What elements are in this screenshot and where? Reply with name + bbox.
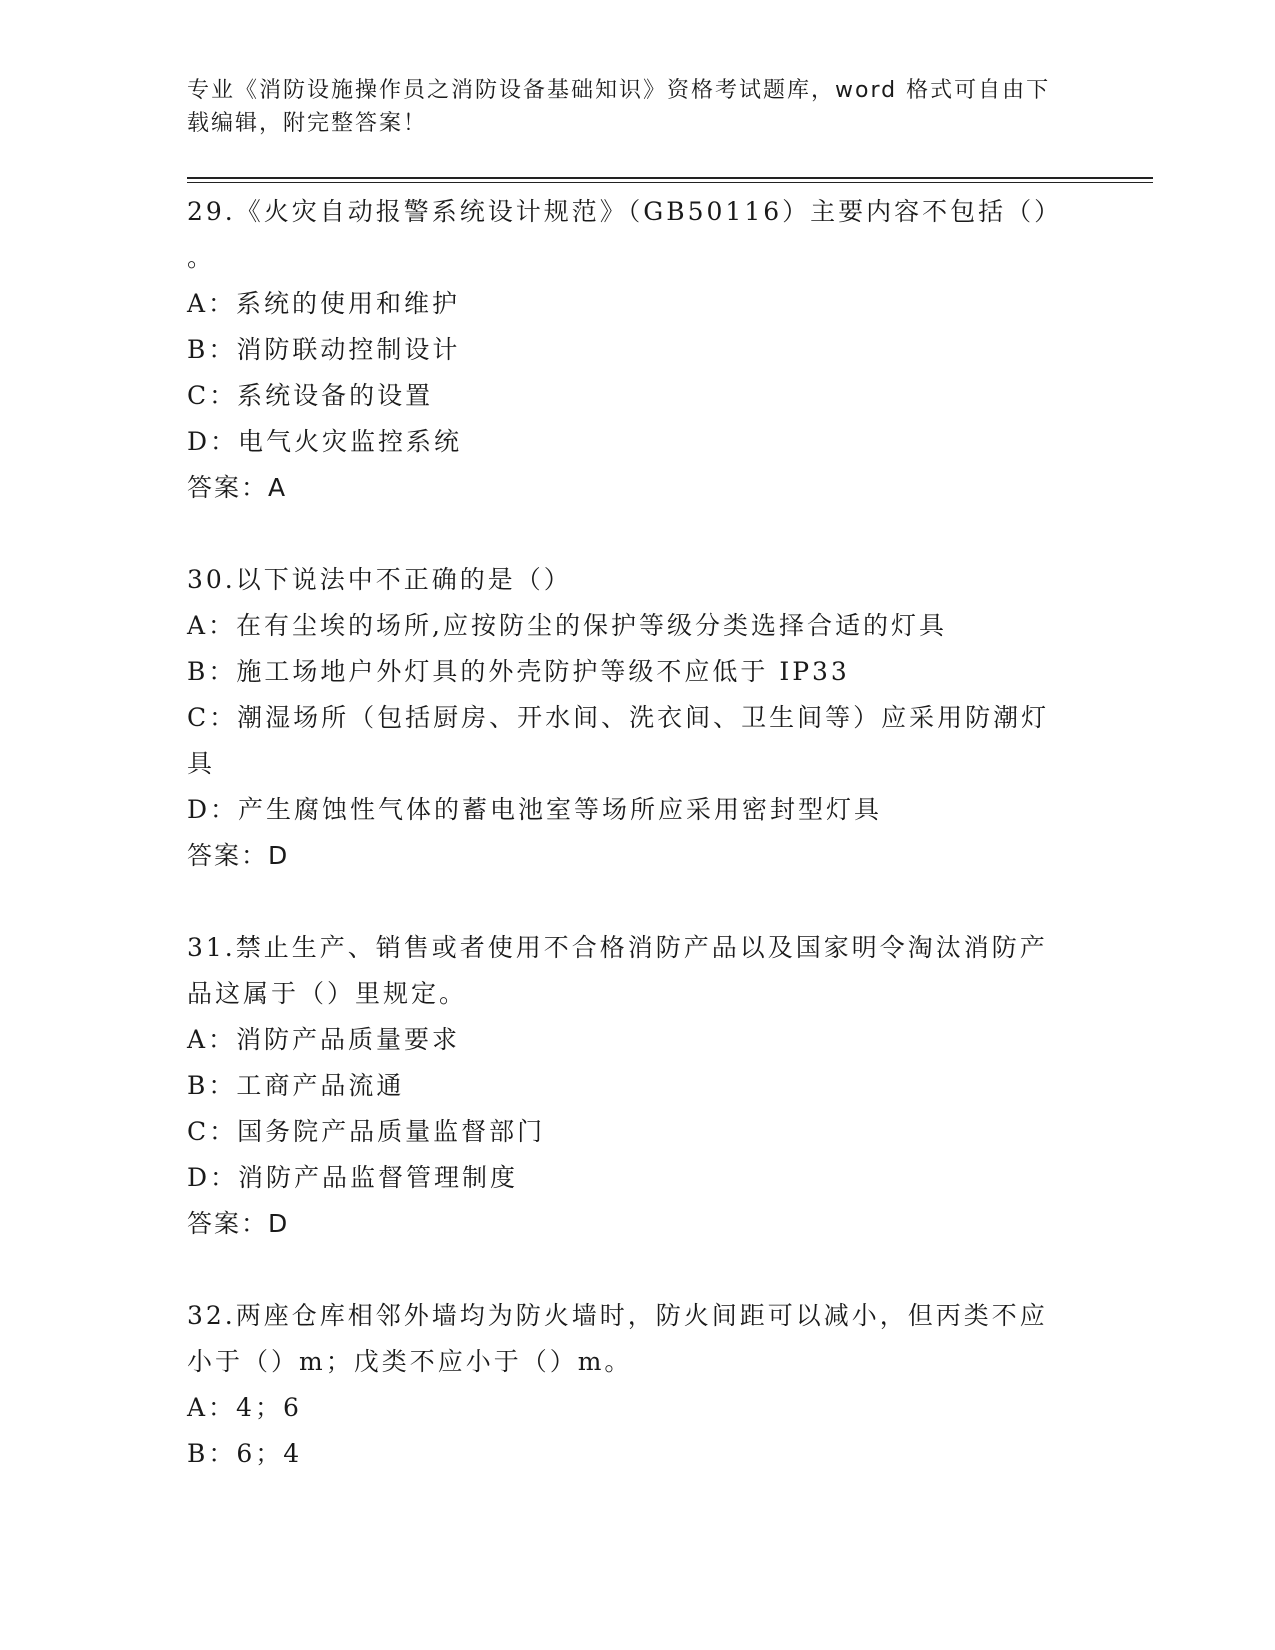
option-b: B：施工场地户外灯具的外壳防护等级不应低于 IP33 [187, 657, 850, 686]
document-header [187, 74, 1067, 140]
question-list [187, 189, 1087, 1477]
option-c: C：系统设备的设置 [187, 381, 434, 410]
option-b: B：6；4 [187, 1439, 303, 1468]
option-d: D：电气火灾监控系统 [187, 427, 463, 456]
question-stem-continued: 小于（）m；戊类不应小于（）m。 [187, 1347, 633, 1376]
header-line-1: 专业《消防设施操作员之消防设备基础知识》资格考试题库，word 格式可自由下 [187, 78, 1051, 103]
header-divider-thin [187, 182, 1153, 183]
option-d: D：消防产品监督管理制度 [187, 1163, 519, 1192]
header-line-2: 载编辑，附完整答案！ [187, 111, 428, 136]
option-c: C：潮湿场所（包括厨房、开水间、洗衣间、卫生间等）应采用防潮灯 [187, 703, 1050, 732]
question-32 [187, 1293, 1087, 1477]
question-stem: 31.禁止生产、销售或者使用不合格消防产品以及国家明令淘汰消防产 [187, 933, 1048, 962]
option-a: A：在有尘埃的场所,应按防尘的保护等级分类选择合适的灯具 [187, 611, 948, 640]
question-stem: 30.以下说法中不正确的是（） [187, 565, 572, 594]
option-d: D：产生腐蚀性气体的蓄电池室等场所应采用密封型灯具 [187, 795, 883, 824]
answer-label: 答案：D [187, 1209, 290, 1238]
question-29 [187, 189, 1087, 511]
question-stem: 29.《火灾自动报警系统设计规范》（GB50116）主要内容不包括（） [187, 197, 1063, 226]
question-stem: 32.两座仓库相邻外墙均为防火墙时，防火间距可以减小，但丙类不应 [187, 1301, 1048, 1330]
question-31 [187, 925, 1087, 1247]
answer-label: 答案：D [187, 841, 290, 870]
question-stem-continued: 。 [187, 243, 216, 272]
option-a: A：4；6 [187, 1393, 302, 1422]
option-b: B：工商产品流通 [187, 1071, 405, 1100]
option-a: A：消防产品质量要求 [187, 1025, 461, 1054]
answer-label: 答案：A [187, 473, 288, 502]
option-c: C：国务院产品质量监督部门 [187, 1117, 546, 1146]
header-divider [187, 177, 1153, 179]
option-a: A：系统的使用和维护 [187, 289, 461, 318]
question-30 [187, 557, 1087, 879]
option-b: B：消防联动控制设计 [187, 335, 461, 364]
option-c-continued: 具 [187, 749, 216, 778]
question-stem-continued: 品这属于（）里规定。 [187, 979, 468, 1008]
